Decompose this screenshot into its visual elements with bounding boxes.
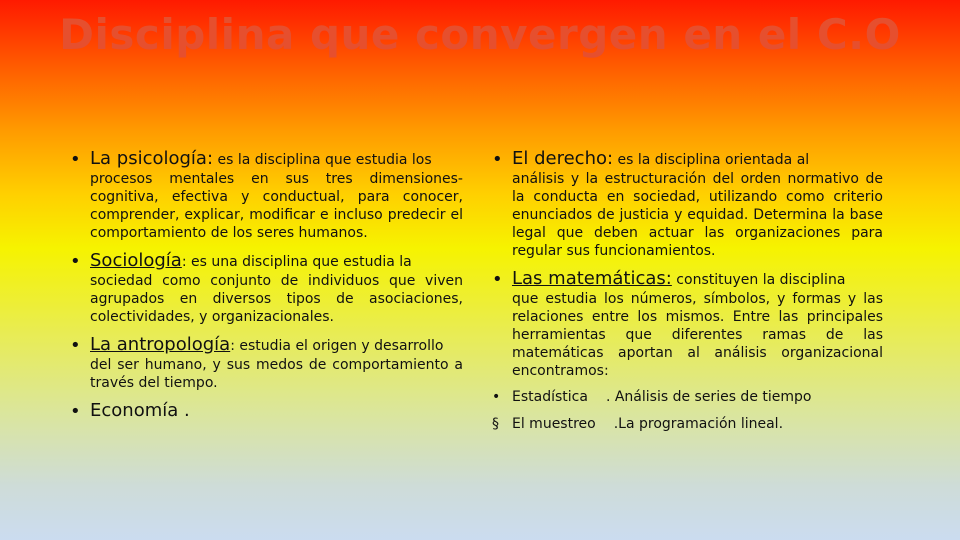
sociologia-item	[70, 250, 463, 326]
antropologia-item	[70, 334, 463, 392]
derecho-heading: El derecho:	[512, 148, 614, 169]
antropologia-heading: La antropología	[90, 334, 231, 355]
bullet-dot: •	[70, 149, 81, 170]
economia-item	[70, 400, 463, 422]
economia-heading: Economía .	[90, 400, 190, 421]
sociologia-body: sociedad como conjunto de individuos que viven agrupados en diversos tipos de asociaciones, colectividades, y organizacionales.	[90, 273, 463, 325]
series-tiempo-label: . Análisis de series de tiempo	[605, 389, 812, 405]
bullet-dot: •	[492, 389, 501, 405]
matematicas-lead: constituyen la disciplina	[671, 272, 846, 288]
bullet-square: §	[492, 416, 499, 432]
left-column	[70, 148, 463, 422]
sociologia-heading: Sociología	[90, 250, 182, 271]
right-column	[492, 148, 883, 433]
derecho-lead: es la disciplina orientada al	[613, 152, 810, 168]
slide-title: Disciplina que convergen en el C.O	[59, 10, 901, 59]
antropologia-lead: : estudia el origen y desarrollo	[230, 338, 444, 354]
bullet-dot: •	[492, 269, 503, 290]
matematicas-heading: Las matemáticas:	[512, 268, 672, 289]
psicologia-item	[70, 148, 463, 242]
psicologia-lead: es la disciplina que estudia los	[213, 152, 432, 168]
bullet-dot: •	[70, 335, 81, 356]
programacion-lineal-label: .La programación lineal.	[613, 416, 784, 432]
matematicas-body: que estudia los números, símbolos, y formas y las relaciones entre los mismos. Entre las principales herramientas que diferentes ramas de las matemáticas aportan al análisis organizacional encontramos:	[512, 291, 883, 379]
bullet-dot: •	[492, 149, 503, 170]
estadistica-label: Estadística	[512, 389, 588, 405]
antropologia-body: del ser humano, y sus medos de comportamiento a través del tiempo.	[90, 357, 463, 391]
muestreo-label: El muestreo	[512, 416, 596, 432]
sub-item-estadistica	[492, 388, 883, 406]
psicologia-body: procesos mentales en sus tres dimensiones-cognitiva, efectiva y conductual, para conocer, comprender, explicar, modificar e incluso predecir el comportamiento de los seres humanos.	[90, 171, 463, 241]
bullet-dot: •	[70, 401, 81, 422]
derecho-body: análisis y la estructuración del orden normativo de la conducta en sociedad, utilizando como criterio enunciados de justicia y equidad. Determina la base legal que deben actuar las organizaciones para regular sus funcionamientos.	[512, 171, 883, 259]
bullet-dot: •	[70, 251, 81, 272]
matematicas-item	[492, 268, 883, 380]
sub-item-muestreo	[492, 415, 883, 433]
psicologia-heading: La psicología:	[90, 148, 214, 169]
sociologia-lead: : es una disciplina que estudia la	[181, 254, 412, 270]
derecho-item	[492, 148, 883, 260]
